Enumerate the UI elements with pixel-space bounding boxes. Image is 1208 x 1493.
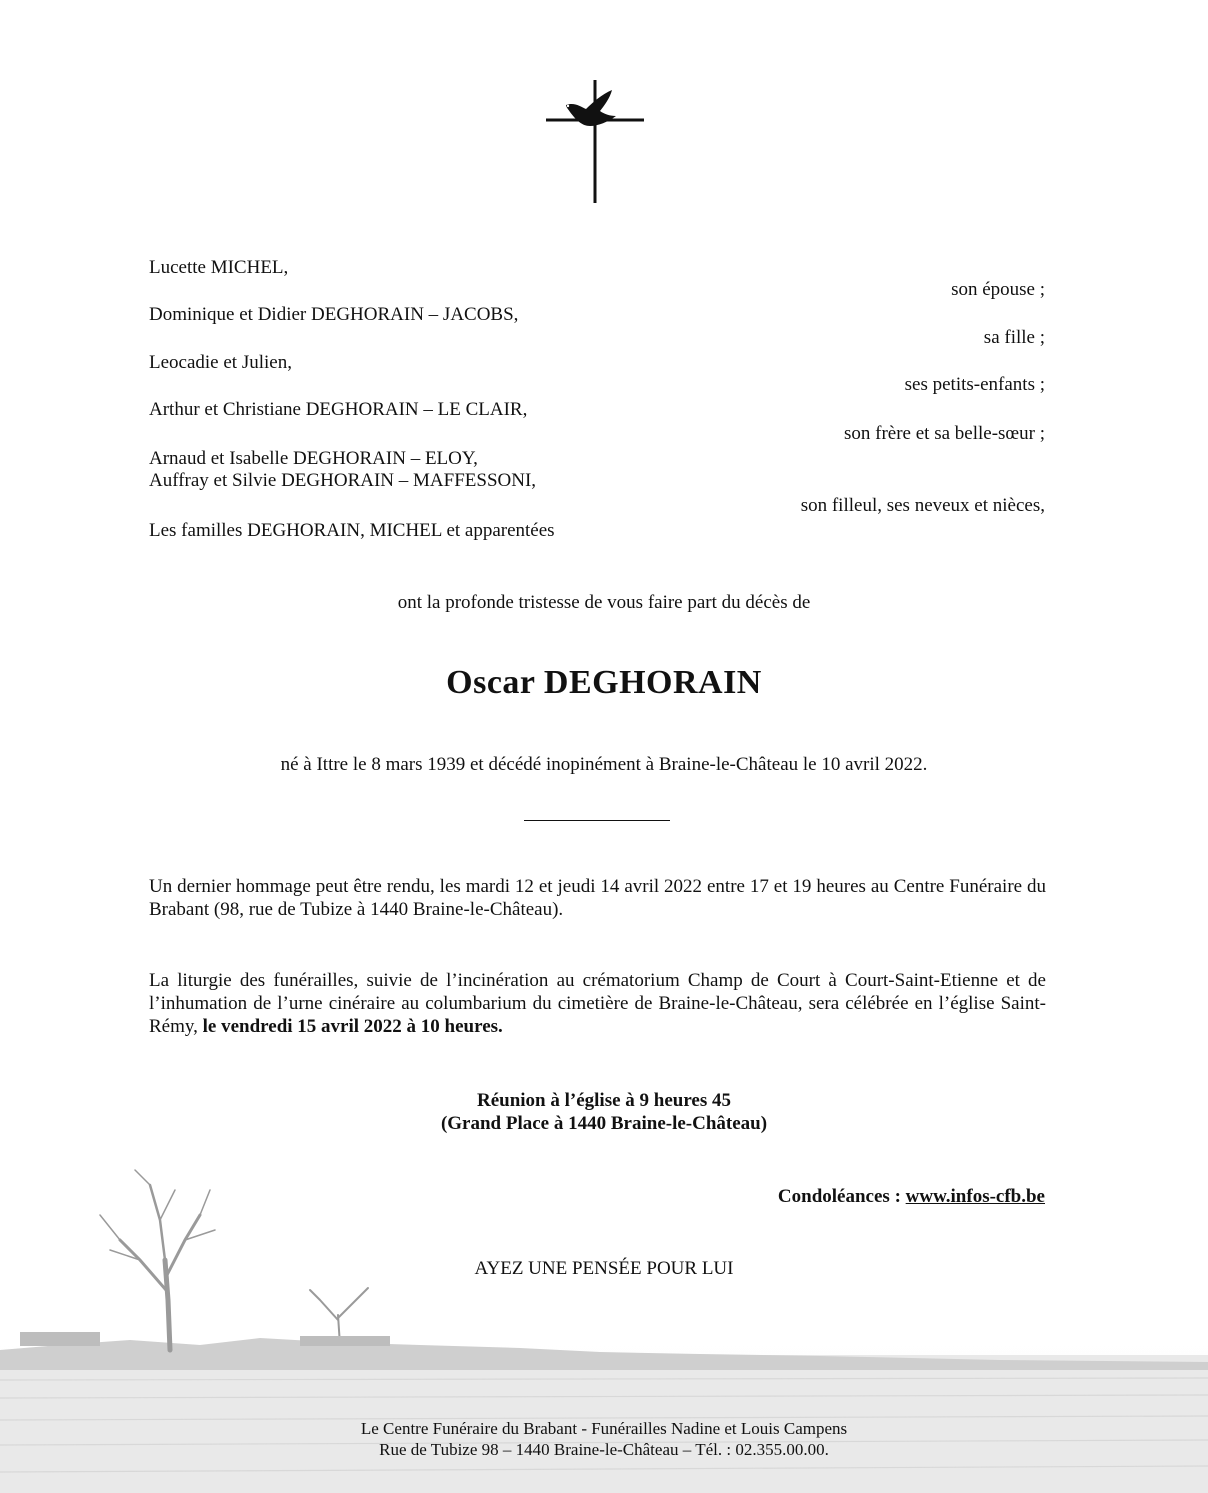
family-names-4: Arthur et Christiane DEGHORAIN – LE CLAIR, — [149, 399, 528, 420]
family-names-5a: Arnaud et Isabelle DEGHORAIN – ELOY, — [149, 448, 478, 469]
liturgy-paragraph — [149, 969, 1046, 1038]
separator-line — [524, 820, 670, 821]
homage-paragraph: Un dernier hommage peut être rendu, les mardi 12 et jeudi 14 avril 2022 entre 17 et 19 heures au Centre Funéraire du Brabant (98, rue de Tubize à 1440 Braine-le-Château). — [149, 876, 1046, 920]
liturgy-date: le vendredi 15 avril 2022 à 10 heures. — [202, 1016, 503, 1037]
family-relation-3: ses petits-enfants ; — [904, 374, 1045, 395]
family-relation-2: sa fille ; — [983, 327, 1045, 348]
condolences-link[interactable]: www.infos-cfb.be — [905, 1186, 1045, 1207]
family-names-3: Leocadie et Julien, — [149, 352, 292, 373]
family-names-2: Dominique et Didier DEGHORAIN – JACOBS, — [149, 304, 519, 325]
family-names-6: Les familles DEGHORAIN, MICHEL et apparentées — [149, 520, 555, 541]
footer-line-2: Rue de Tubize 98 – 1440 Braine-le-Château – Tél. : 02.355.00.00. — [379, 1440, 829, 1459]
closing-text: AYEZ UNE PENSÉE POUR LUI — [474, 1258, 734, 1279]
liturgy-text: La liturgie des funérailles, suivie de l’incinération au crématorium Champ de Court à Court-Saint-Etienne et de l’inhumation de l’urne cinéraire au columbarium du cimetière de Braine-le-Château, sera célébrée en l’église Saint-Rémy, — [149, 970, 1046, 1037]
meeting-line-2: (Grand Place à 1440 Braine-le-Château) — [440, 1113, 768, 1134]
family-names-1: Lucette MICHEL, — [149, 257, 289, 278]
announcement-text: ont la profonde tristesse de vous faire part du décès de — [397, 592, 811, 613]
family-relation-5: son filleul, ses neveux et nièces, — [800, 495, 1045, 516]
condolences-label: Condoléances : — [777, 1186, 906, 1207]
condolences-line — [778, 1186, 1045, 1208]
family-names-5b: Auffray et Silvie DEGHORAIN – MAFFESSONI, — [149, 470, 537, 491]
footer-line-1: Le Centre Funéraire du Brabant - Funérailles Nadine et Louis Campens — [360, 1419, 848, 1438]
deceased-name: Oscar DEGHORAIN — [446, 664, 762, 701]
meeting-line-1: Réunion à l’église à 9 heures 45 — [476, 1090, 732, 1111]
family-relation-4: son frère et sa belle-sœur ; — [843, 423, 1045, 444]
family-relation-1: son épouse ; — [951, 279, 1045, 300]
cross-dove-icon — [540, 76, 650, 208]
birth-death-text: né à Ittre le 8 mars 1939 et décédé inopinément à Braine-le-Château le 10 avril 2022. — [280, 754, 928, 775]
